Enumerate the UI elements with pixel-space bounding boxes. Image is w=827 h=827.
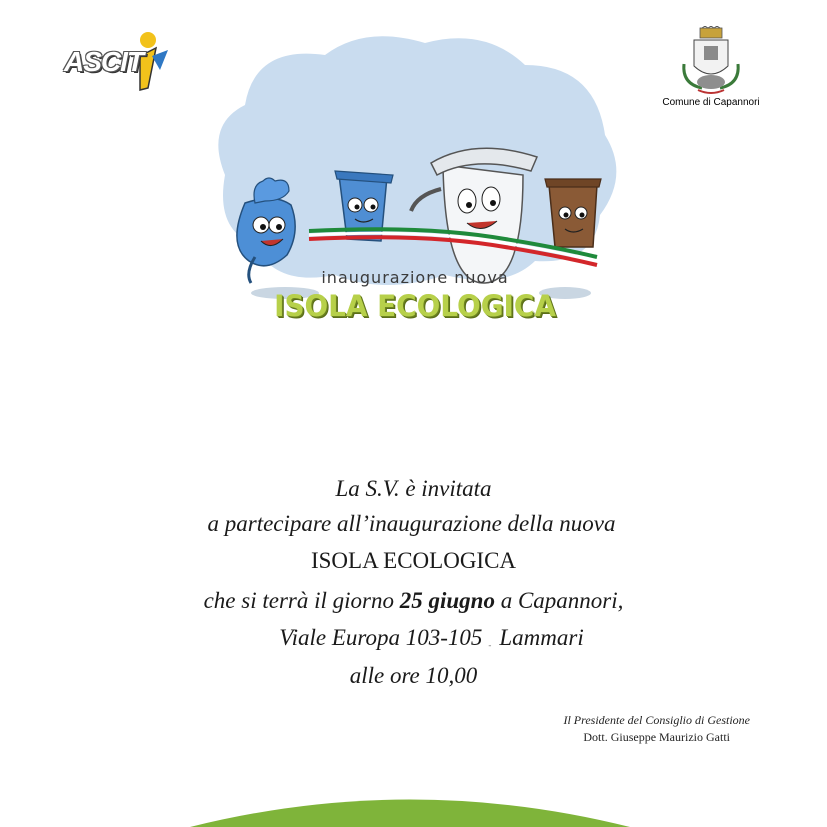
invitation-line-2: a partecipare all’inaugurazione della nuova <box>207 511 616 536</box>
address-separator: - <box>488 640 492 650</box>
ascit-logo-text: ASCIT <box>64 46 143 77</box>
invitation-line-3: ISOLA ECOLOGICA <box>310 548 517 573</box>
invitation-locality: Lammari <box>499 625 584 650</box>
signature-name: Dott. Giuseppe Maurizio Gatti <box>583 730 730 744</box>
signature-title: Il Presidente del Consiglio di Gestione <box>563 713 750 727</box>
comune-crest-icon <box>680 26 742 96</box>
brown-bin-character <box>545 179 601 247</box>
invitation-date-prefix: che si terrà il giorno <box>203 588 394 613</box>
invitation-line-4 <box>0 588 827 614</box>
invitation-line-6: alle ore 10,00 <box>349 663 478 688</box>
green-hill-decoration <box>0 780 827 827</box>
illustration-title-line2: ISOLA ECOLOGICA <box>274 289 556 323</box>
invitation-date: 25 giugno <box>399 588 495 613</box>
invitation-address: Viale Europa 103-105 <box>279 625 483 650</box>
invitation-line-1: La S.V. è invitata <box>335 476 492 501</box>
illustration-title-line1: inaugurazione nuova <box>321 268 509 287</box>
invitation-line-5 <box>18 625 827 651</box>
comune-label: Comune di Capannori <box>662 97 760 108</box>
invitation-city: a Capannori, <box>500 588 624 613</box>
